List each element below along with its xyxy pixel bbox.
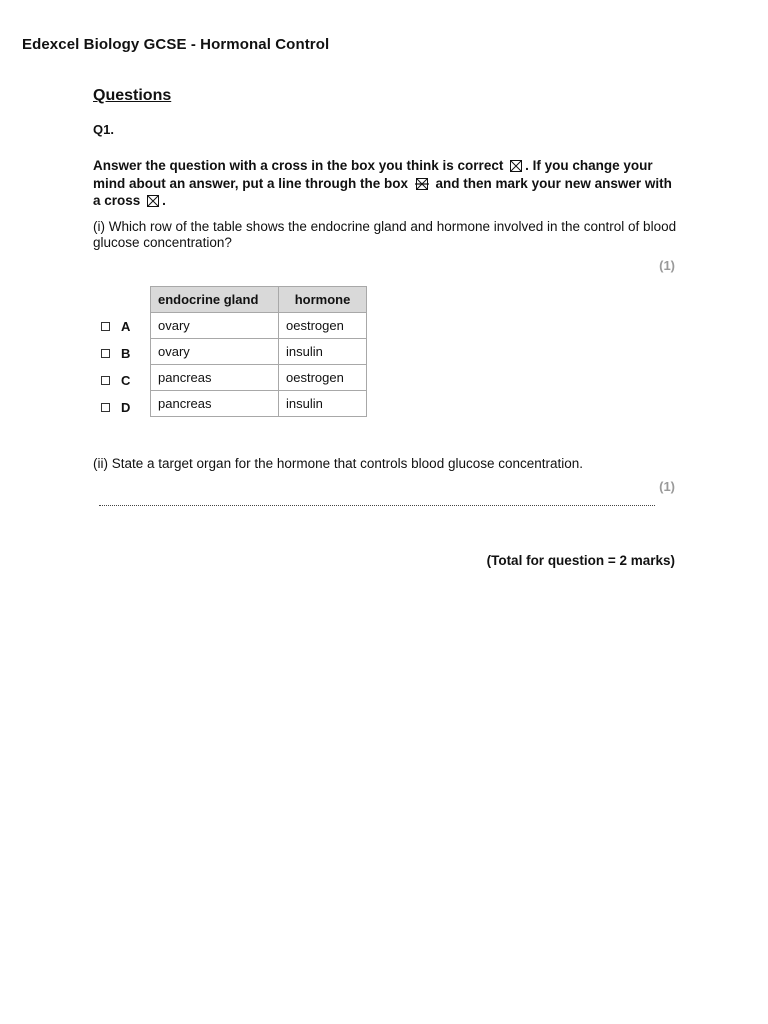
option-d-checkbox[interactable] bbox=[101, 403, 110, 412]
part-ii-question: (ii) State a target organ for the hormone that controls blood glucose concentration. bbox=[93, 456, 584, 471]
header-endocrine-gland: endocrine gland bbox=[151, 287, 279, 313]
instructions-text-2: . If you change your mind about an answer, put a line through the box bbox=[93, 158, 653, 191]
crossed-box-icon bbox=[147, 195, 159, 211]
option-b-checkbox[interactable] bbox=[101, 349, 110, 358]
question-number: Q1. bbox=[93, 122, 114, 137]
option-a[interactable] bbox=[101, 313, 146, 339]
table-row bbox=[151, 391, 367, 417]
option-b-letter: B bbox=[121, 345, 131, 361]
document-title: Edexcel Biology GCSE - Hormonal Control bbox=[22, 36, 330, 53]
table-row bbox=[151, 313, 367, 339]
hormone-cell: insulin bbox=[279, 391, 367, 417]
struck-crossed-box-icon bbox=[415, 178, 429, 194]
hormone-cell: insulin bbox=[279, 339, 367, 365]
answer-line[interactable] bbox=[99, 504, 655, 506]
questions-heading: Questions bbox=[93, 87, 172, 104]
option-d-letter: D bbox=[121, 399, 131, 415]
part-ii-marks: (1) bbox=[659, 479, 675, 494]
header-hormone: hormone bbox=[279, 287, 367, 313]
part-i-marks: (1) bbox=[659, 258, 675, 273]
table-row bbox=[151, 339, 367, 365]
option-c[interactable] bbox=[101, 367, 146, 393]
option-c-checkbox[interactable] bbox=[101, 376, 110, 385]
table-header-row bbox=[151, 287, 367, 313]
part-i-question: (i) Which row of the table shows the endocrine gland and hormone involved in the control of blood glucose concentration? bbox=[93, 219, 677, 250]
gland-cell: ovary bbox=[151, 313, 279, 339]
gland-hormone-table bbox=[150, 286, 367, 417]
option-b[interactable] bbox=[101, 340, 146, 366]
option-a-checkbox[interactable] bbox=[101, 322, 110, 331]
instructions-text-3: and then mark your new answer with a cross bbox=[93, 175, 672, 208]
option-a-letter: A bbox=[121, 318, 131, 334]
hormone-cell: oestrogen bbox=[279, 313, 367, 339]
total-marks: (Total for question = 2 marks) bbox=[486, 553, 675, 568]
hormone-cell: oestrogen bbox=[279, 365, 367, 391]
gland-cell: ovary bbox=[151, 339, 279, 365]
gland-cell: pancreas bbox=[151, 391, 279, 417]
option-d[interactable] bbox=[101, 394, 146, 420]
answer-instructions bbox=[93, 158, 683, 211]
instructions-text-1: Answer the question with a cross in the box you think is correct bbox=[93, 158, 504, 173]
option-c-letter: C bbox=[121, 372, 131, 388]
instructions-text-4: . bbox=[162, 193, 166, 208]
crossed-box-icon bbox=[510, 160, 522, 176]
gland-cell: pancreas bbox=[151, 365, 279, 391]
table-row bbox=[151, 365, 367, 391]
